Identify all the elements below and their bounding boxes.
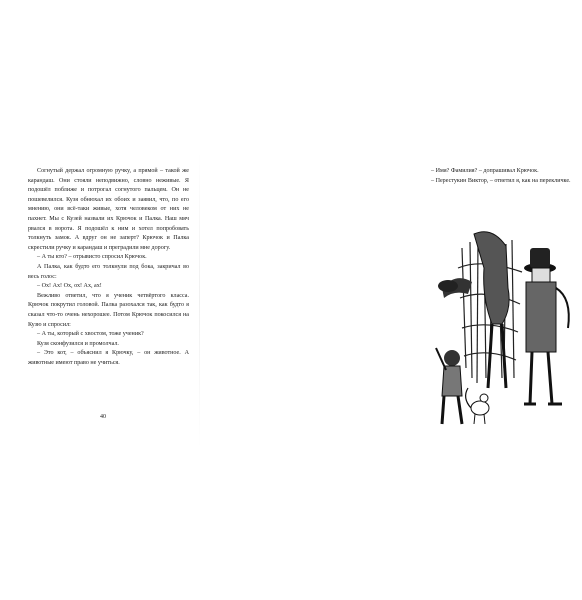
paragraph: – Имя? Фамилия? – допрашивал Крючок. bbox=[431, 168, 539, 174]
paragraph: – Это кот, – объяснил я Крючку, – он животное. А животные имеют право не учиться. bbox=[28, 350, 189, 366]
paragraph: Вежливо ответил, что я ученик четвёртого класса. Крючок покрутил головой. Палка разохался так, как будто я сказал что-то очень нехорошее. Потом Крючок покосился на Кузю и спросил: bbox=[28, 292, 189, 328]
paragraph: Согнутый держал огромную ручку, а прямой – такой же карандаш. Они стояли неподвижно, словно неживые. Я подошёл поближе и потрогал согнутого пальцем. Он не пошевелился. Кузя обнюхал их обоих и заявил, что, по его мнению, они всё-таки живые, хотя человеком от них не пахнет. Мы с Кузей назвали их Крючок и Палка. Наш мяч рвался в ворота. Я подошёл к ним и хотел попробовать толкнуть замок. А вдруг он не заперт? Крючок и Палка скрестили ручку и карандаш и преградили мне дорогу. bbox=[28, 168, 189, 251]
paragraph: – Перестукин Виктор, – ответил я, как на перекличке. bbox=[431, 177, 571, 184]
paragraph: – А ты, который с хвостом, тоже ученик? bbox=[37, 331, 144, 338]
paragraph: – Ох! Ах! Ох, ох! Ах, ах! bbox=[37, 283, 102, 290]
left-text-column bbox=[28, 167, 189, 368]
left-page bbox=[0, 0, 200, 600]
illustration-boy-cat-guards bbox=[422, 228, 582, 432]
boy-figure bbox=[436, 348, 462, 424]
page-number: 40 bbox=[100, 414, 106, 420]
paragraph: Кузя сконфузился и промолчал. bbox=[37, 340, 119, 347]
paragraph: А Палка, как будто его толкнули под бока, закричал во весь голос: bbox=[28, 263, 189, 280]
cat-figure bbox=[466, 388, 489, 424]
right-text-column bbox=[422, 167, 580, 186]
right-page bbox=[200, 0, 571, 600]
palka-figure bbox=[524, 248, 569, 404]
paragraph: – А ты кто? – отрывисто спросил Крючок. bbox=[37, 254, 147, 261]
